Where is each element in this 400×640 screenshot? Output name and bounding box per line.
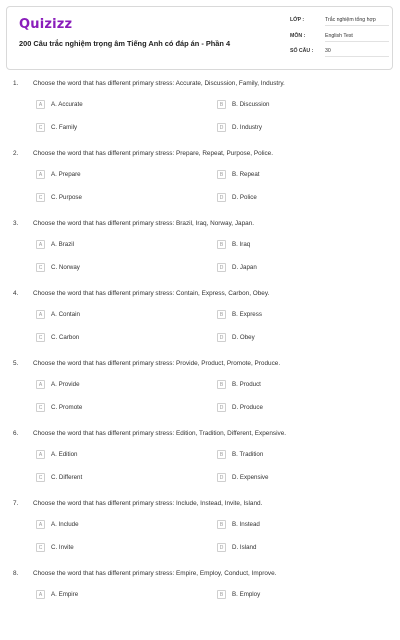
option-letter-box: A	[36, 170, 45, 179]
option-letter-box: B	[217, 310, 226, 319]
option-text: B. Repeat	[232, 171, 260, 178]
option-text: D. Island	[232, 544, 257, 551]
option-text: A. Brazil	[51, 241, 75, 248]
question-count-value: 30	[325, 48, 389, 57]
question-4	[0, 290, 400, 360]
option-letter-box: C	[36, 263, 45, 272]
option-letter-box: B	[217, 170, 226, 179]
option-text: B. Instead	[232, 521, 260, 528]
question-number: 3.	[13, 220, 19, 227]
option-text: C. Different	[51, 474, 83, 481]
option-text: C. Norway	[51, 264, 80, 271]
quizizz-logo: Quizizz	[19, 17, 73, 32]
option-text: D. Expensive	[232, 474, 269, 481]
worksheet-header	[6, 6, 393, 70]
option-letter-box: C	[36, 333, 45, 342]
option-text: B. Iraq	[232, 241, 251, 248]
option-letter-box: D	[217, 333, 226, 342]
option-letter-box: A	[36, 450, 45, 459]
question-text: Choose the word that has different primary stress: Contain, Express, Carbon, Obey.	[33, 290, 270, 297]
option-letter-box: B	[217, 520, 226, 529]
option-text: A. Empire	[51, 591, 79, 598]
option-letter-box: A	[36, 380, 45, 389]
option-letter-box: D	[217, 473, 226, 482]
option-letter-box: B	[217, 450, 226, 459]
option-letter-box: D	[217, 403, 226, 412]
option-text: D. Industry	[232, 124, 262, 131]
question-text: Choose the word that has different primary stress: Include, Instead, Invite, Island.	[33, 500, 263, 507]
option-text: D. Police	[232, 194, 257, 201]
question-number: 7.	[13, 500, 19, 507]
option-text: A. Accurate	[51, 101, 83, 108]
question-8	[0, 570, 400, 640]
option-letter-box: B	[217, 590, 226, 599]
option-letter-box: D	[217, 193, 226, 202]
option-letter-box: C	[36, 473, 45, 482]
option-letter-box: A	[36, 310, 45, 319]
option-text: C. Invite	[51, 544, 74, 551]
question-2	[0, 150, 400, 220]
question-number: 5.	[13, 360, 19, 367]
option-letter-box: A	[36, 240, 45, 249]
question-number: 2.	[13, 150, 19, 157]
class-value: Trắc nghiệm tổng hợp	[325, 17, 389, 26]
option-letter-box: A	[36, 100, 45, 109]
class-label: LỚP :	[290, 17, 305, 23]
question-5	[0, 360, 400, 430]
option-letter-box: C	[36, 403, 45, 412]
question-3	[0, 220, 400, 290]
option-letter-box: C	[36, 543, 45, 552]
option-text: B. Express	[232, 311, 262, 318]
option-letter-box: D	[217, 263, 226, 272]
option-text: A. Contain	[51, 311, 80, 318]
question-text: Choose the word that has different primary stress: Accurate, Discussion, Family, Industry.	[33, 80, 285, 87]
option-text: B. Tradition	[232, 451, 264, 458]
option-text: B. Product	[232, 381, 261, 388]
option-letter-box: B	[217, 100, 226, 109]
option-letter-box: D	[217, 123, 226, 132]
subject-label: MÔN :	[290, 33, 306, 39]
option-text: D. Japan	[232, 264, 257, 271]
option-text: B. Employ	[232, 591, 261, 598]
subject-value: English Test	[325, 33, 389, 42]
option-text: A. Prepare	[51, 171, 81, 178]
question-number: 6.	[13, 430, 19, 437]
question-1	[0, 80, 400, 150]
question-number: 4.	[13, 290, 19, 297]
option-text: D. Produce	[232, 404, 263, 411]
question-text: Choose the word that has different primary stress: Prepare, Repeat, Purpose, Police.	[33, 150, 274, 157]
question-text: Choose the word that has different primary stress: Provide, Product, Promote, Produce.	[33, 360, 281, 367]
option-letter-box: C	[36, 123, 45, 132]
option-letter-box: B	[217, 240, 226, 249]
question-7	[0, 500, 400, 570]
option-letter-box: B	[217, 380, 226, 389]
worksheet-title: 200 Câu trắc nghiệm trọng âm Tiếng Anh có đáp án - Phần 4	[19, 39, 231, 48]
option-letter-box: C	[36, 193, 45, 202]
option-text: C. Purpose	[51, 194, 82, 201]
question-count-label: SỐ CÂU :	[290, 48, 314, 54]
question-6	[0, 430, 400, 500]
question-number: 8.	[13, 570, 19, 577]
option-letter-box: A	[36, 590, 45, 599]
question-text: Choose the word that has different primary stress: Brazil, Iraq, Norway, Japan.	[33, 220, 255, 227]
question-number: 1.	[13, 80, 19, 87]
option-text: A. Include	[51, 521, 79, 528]
option-text: C. Family	[51, 124, 78, 131]
option-text: A. Provide	[51, 381, 80, 388]
option-text: D. Obey	[232, 334, 255, 341]
option-text: C. Carbon	[51, 334, 80, 341]
question-text: Choose the word that has different primary stress: Edition, Tradition, Different, Expensive.	[33, 430, 287, 437]
question-text: Choose the word that has different primary stress: Empire, Employ, Conduct, Improve.	[33, 570, 277, 577]
option-text: B. Discussion	[232, 101, 270, 108]
option-text: C. Promote	[51, 404, 83, 411]
option-letter-box: A	[36, 520, 45, 529]
option-letter-box: D	[217, 543, 226, 552]
option-text: A. Edition	[51, 451, 78, 458]
